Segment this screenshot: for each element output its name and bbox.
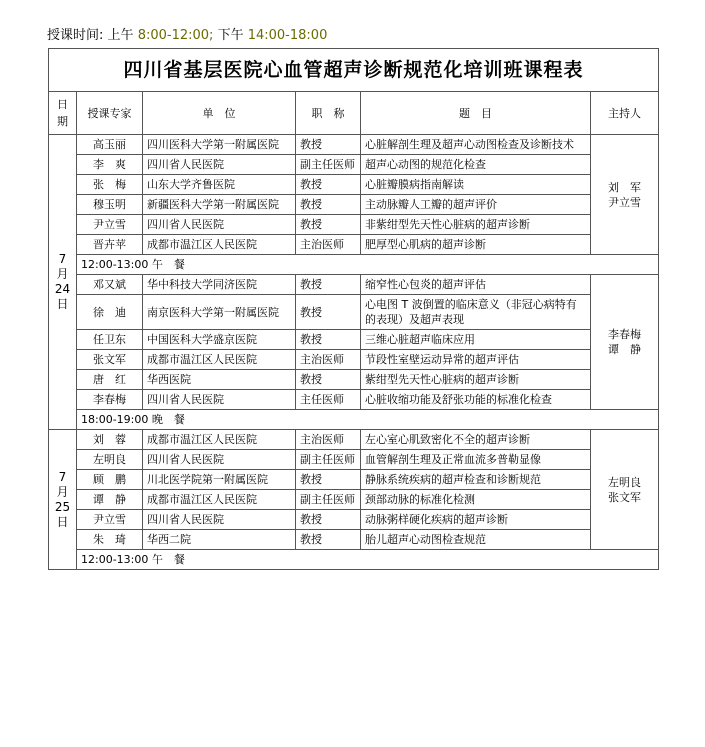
host-cell: 左明良 张文军 <box>591 430 659 550</box>
topic-cell: 超声心动图的规范化检查 <box>361 155 591 175</box>
table-row <box>49 510 659 530</box>
table-row <box>49 235 659 255</box>
expert-cell: 高玉丽 <box>77 135 143 155</box>
expert-cell: 徐 迪 <box>77 295 143 330</box>
schedule-time <box>47 27 327 45</box>
unit-cell: 华西医院 <box>143 370 296 390</box>
table-row <box>49 530 659 550</box>
header-date: 日 期 <box>49 92 77 135</box>
unit-cell: 四川省人民医院 <box>143 450 296 470</box>
host-cell: 李春梅 谭 静 <box>591 275 659 410</box>
table-row <box>49 390 659 410</box>
date-cell: 7 月 25 日 <box>49 430 77 570</box>
expert-cell: 穆玉明 <box>77 195 143 215</box>
topic-cell: 三维心脏超声临床应用 <box>361 330 591 350</box>
rank-cell: 副主任医师 <box>296 155 361 175</box>
rank-cell: 教授 <box>296 195 361 215</box>
table-row <box>49 470 659 490</box>
unit-cell: 四川省人民医院 <box>143 155 296 175</box>
header-host: 主持人 <box>591 92 659 135</box>
unit-cell: 四川省人民医院 <box>143 215 296 235</box>
rank-cell: 教授 <box>296 370 361 390</box>
unit-cell: 山东大学齐鲁医院 <box>143 175 296 195</box>
table-row <box>49 175 659 195</box>
table-row <box>49 275 659 295</box>
header-rank: 职 称 <box>296 92 361 135</box>
table-row <box>49 215 659 235</box>
date-cell: 7 月 24 日 <box>49 135 77 430</box>
table-title: 四川省基层医院心血管超声诊断规范化培训班课程表 <box>49 49 659 92</box>
unit-cell: 成都市温江区人民医院 <box>143 430 296 450</box>
expert-cell: 谭 静 <box>77 490 143 510</box>
table-row <box>49 295 659 330</box>
expert-cell: 唐 红 <box>77 370 143 390</box>
expert-cell: 左明良 <box>77 450 143 470</box>
expert-cell: 李春梅 <box>77 390 143 410</box>
topic-cell: 非紫绀型先天性心脏病的超声诊断 <box>361 215 591 235</box>
expert-cell: 张文军 <box>77 350 143 370</box>
pm-label: 下午 <box>217 28 244 43</box>
break-row <box>49 255 659 275</box>
topic-cell: 节段性室壁运动异常的超声评估 <box>361 350 591 370</box>
expert-cell: 邓又斌 <box>77 275 143 295</box>
header-row <box>49 92 659 135</box>
unit-cell: 川北医学院第一附属医院 <box>143 470 296 490</box>
unit-cell: 中国医科大学盛京医院 <box>143 330 296 350</box>
rank-cell: 教授 <box>296 175 361 195</box>
topic-cell: 左心室心肌致密化不全的超声诊断 <box>361 430 591 450</box>
rank-cell: 副主任医师 <box>296 490 361 510</box>
break-cell: 18:00-19:00 晚 餐 <box>77 410 659 430</box>
break-cell: 12:00-13:00 午 餐 <box>77 255 659 275</box>
topic-cell: 血管解剖生理及正常血流多普勒显像 <box>361 450 591 470</box>
table-row <box>49 330 659 350</box>
table-row <box>49 350 659 370</box>
rank-cell: 主治医师 <box>296 430 361 450</box>
table-row <box>49 430 659 450</box>
topic-cell: 主动脉瓣人工瓣的超声评价 <box>361 195 591 215</box>
unit-cell: 新疆医科大学第一附属医院 <box>143 195 296 215</box>
topic-cell: 颈部动脉的标准化检测 <box>361 490 591 510</box>
expert-cell: 晋卉苹 <box>77 235 143 255</box>
expert-cell: 刘 蓉 <box>77 430 143 450</box>
expert-cell: 李 爽 <box>77 155 143 175</box>
am-time: 8:00-12:00; <box>137 28 214 43</box>
rank-cell: 教授 <box>296 215 361 235</box>
rank-cell: 教授 <box>296 330 361 350</box>
rank-cell: 主治医师 <box>296 235 361 255</box>
header-expert: 授课专家 <box>77 92 143 135</box>
rank-cell: 教授 <box>296 510 361 530</box>
topic-cell: 心电图 T 波倒置的临床意义（非冠心病特有的表现）及超声表现 <box>361 295 591 330</box>
break-row <box>49 550 659 570</box>
break-cell: 12:00-13:00 午 餐 <box>77 550 659 570</box>
unit-cell: 华西二院 <box>143 530 296 550</box>
rank-cell: 主任医师 <box>296 390 361 410</box>
unit-cell: 四川省人民医院 <box>143 510 296 530</box>
expert-cell: 朱 琦 <box>77 530 143 550</box>
topic-cell: 心脏收缩功能及舒张功能的标准化检查 <box>361 390 591 410</box>
rank-cell: 教授 <box>296 275 361 295</box>
header-unit: 单 位 <box>143 92 296 135</box>
unit-cell: 四川医科大学第一附属医院 <box>143 135 296 155</box>
table-row <box>49 155 659 175</box>
break-row <box>49 410 659 430</box>
table-row <box>49 450 659 470</box>
topic-cell: 动脉粥样硬化疾病的超声诊断 <box>361 510 591 530</box>
expert-cell: 顾 鹏 <box>77 470 143 490</box>
expert-cell: 张 梅 <box>77 175 143 195</box>
topic-cell: 肥厚型心肌病的超声诊断 <box>361 235 591 255</box>
expert-cell: 尹立雪 <box>77 510 143 530</box>
rank-cell: 教授 <box>296 295 361 330</box>
unit-cell: 南京医科大学第一附属医院 <box>143 295 296 330</box>
unit-cell: 四川省人民医院 <box>143 390 296 410</box>
schedule-body <box>49 49 659 570</box>
host-cell: 刘 军 尹立雪 <box>591 135 659 255</box>
rank-cell: 教授 <box>296 470 361 490</box>
topic-cell: 紫绀型先天性心脏病的超声诊断 <box>361 370 591 390</box>
schedule-table <box>48 48 659 570</box>
schedule-time-label: 授课时间: <box>47 28 104 43</box>
table-row <box>49 370 659 390</box>
topic-cell: 缩窄性心包炎的超声评估 <box>361 275 591 295</box>
rank-cell: 教授 <box>296 135 361 155</box>
rank-cell: 副主任医师 <box>296 450 361 470</box>
table-row <box>49 490 659 510</box>
unit-cell: 华中科技大学同济医院 <box>143 275 296 295</box>
unit-cell: 成都市温江区人民医院 <box>143 350 296 370</box>
topic-cell: 心脏解剖生理及超声心动图检查及诊断技术 <box>361 135 591 155</box>
topic-cell: 胎儿超声心动图检查规范 <box>361 530 591 550</box>
unit-cell: 成都市温江区人民医院 <box>143 490 296 510</box>
unit-cell: 成都市温江区人民医院 <box>143 235 296 255</box>
expert-cell: 尹立雪 <box>77 215 143 235</box>
table-row <box>49 135 659 155</box>
header-topic: 题 目 <box>361 92 591 135</box>
table-row <box>49 195 659 215</box>
expert-cell: 任卫东 <box>77 330 143 350</box>
topic-cell: 心脏瓣膜病指南解读 <box>361 175 591 195</box>
pm-time: 14:00-18:00 <box>247 28 328 43</box>
rank-cell: 教授 <box>296 530 361 550</box>
am-label: 上午 <box>107 28 134 43</box>
topic-cell: 静脉系统疾病的超声检查和诊断规范 <box>361 470 591 490</box>
rank-cell: 主治医师 <box>296 350 361 370</box>
